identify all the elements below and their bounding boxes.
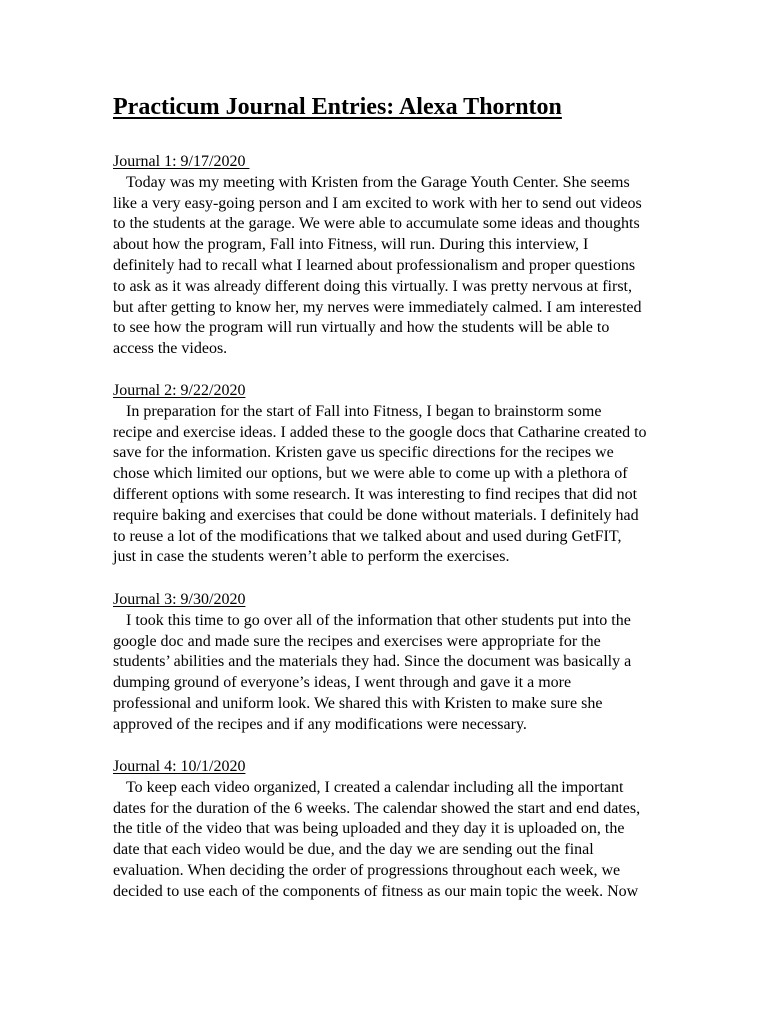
body-line: approved of the recipes and if any modifications were necessary. bbox=[113, 715, 527, 733]
entry-heading: Journal 1: 9/17/2020 bbox=[113, 153, 250, 170]
body-line: about how the program, Fall into Fitness, will run. During this interview, I bbox=[113, 236, 589, 254]
body-line: to the students at the garage. We were able to accumulate some ideas and thoughts bbox=[113, 215, 640, 233]
body-line: but after getting to know her, my nerves were immediately calmed. I am interested bbox=[113, 298, 642, 316]
body-line: dates for the duration of the 6 weeks. The calendar showed the start and end dates, bbox=[113, 799, 641, 817]
entry-body bbox=[113, 778, 683, 903]
body-line: Today was my meeting with Kristen from the Garage Youth Center. She seems bbox=[126, 173, 630, 191]
body-line: the title of the video that was being uploaded and they day it is uploaded on, the bbox=[113, 820, 625, 838]
body-line: To keep each video organized, I created a calendar including all the important bbox=[126, 778, 624, 796]
body-line: dumping ground of everyone’s ideas, I went through and gave it a more bbox=[113, 674, 572, 692]
body-line: google doc and made sure the recipes and exercises were appropriate for the bbox=[113, 632, 601, 650]
body-line: definitely had to recall what I learned about professionalism and proper questions bbox=[113, 256, 636, 274]
journal-entry-4 bbox=[113, 757, 683, 903]
body-line: students’ abilities and the materials they had. Since the document was basically a bbox=[113, 653, 632, 671]
body-line: different options with some research. It was interesting to find recipes that did not bbox=[113, 485, 638, 503]
body-line: to ask as it was already different doing this virtually. I was pretty nervous at first, bbox=[113, 277, 632, 295]
body-line: access the videos. bbox=[113, 340, 228, 358]
body-line: evaluation. When deciding the order of progressions throughout each week, we bbox=[113, 861, 621, 879]
body-line: I took this time to go over all of the information that other students put into the bbox=[126, 611, 631, 629]
body-line: to see how the program will run virtually and how the students will be able to bbox=[113, 319, 610, 337]
page-title: Practicum Journal Entries: Alexa Thornton bbox=[113, 94, 562, 120]
body-line: professional and uniform look. We shared this with Kristen to make sure she bbox=[113, 694, 603, 712]
body-line: decided to use each of the components of fitness as our main topic the week. Now bbox=[113, 882, 639, 900]
body-line: like a very easy-going person and I am excited to work with her to send out videos bbox=[113, 194, 642, 212]
entry-body bbox=[113, 173, 683, 360]
entry-body bbox=[113, 611, 683, 736]
journal-entry-2 bbox=[113, 381, 683, 568]
entry-heading: Journal 4: 10/1/2020 bbox=[113, 758, 246, 775]
body-line: require baking and exercises that could be done without materials. I definitely had bbox=[113, 506, 639, 524]
body-line: save for the information. Kristen gave us specific directions for the recipes we bbox=[113, 444, 614, 462]
body-line: date that each video would be due, and the day we are sending out the final bbox=[113, 841, 594, 859]
body-line: chose which limited our options, but we were able to come up with a plethora of bbox=[113, 465, 628, 483]
body-line: to reuse a lot of the modifications that we talked about and used during GetFIT, bbox=[113, 527, 622, 545]
journal-entry-1 bbox=[113, 152, 683, 360]
entry-heading: Journal 3: 9/30/2020 bbox=[113, 591, 246, 608]
journal-entry-3 bbox=[113, 590, 683, 736]
body-line: In preparation for the start of Fall into Fitness, I began to brainstorm some bbox=[126, 402, 602, 420]
body-line: just in case the students weren’t able to perform the exercises. bbox=[113, 548, 510, 566]
entry-body bbox=[113, 402, 683, 568]
body-line: recipe and exercise ideas. I added these to the google docs that Catharine created to bbox=[113, 423, 647, 441]
entry-heading: Journal 2: 9/22/2020 bbox=[113, 382, 246, 399]
